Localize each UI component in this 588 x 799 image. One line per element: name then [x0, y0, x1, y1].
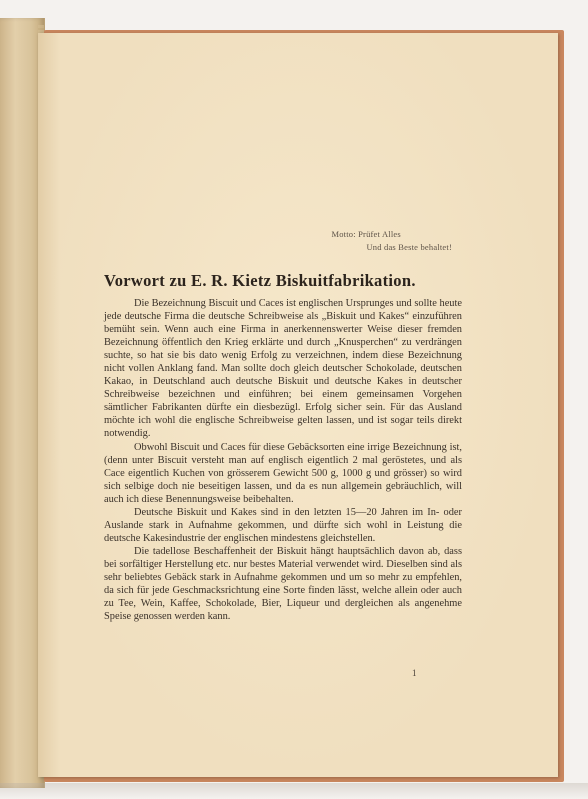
paragraph: Die tadellose Beschaffenheit der Biskuit hängt hauptsächlich davon ab, dass bei sorfältiger Herstellung etc. nur bestes Material verwendet wird. Dieselben sind als sehr beliebtes Gebäck stark in Aufnahme gekommen und um so mehr zu empfehlen, da sich für jede Geschmacksrichtung eine Sorte finden lässt, welche allein oder auch zu Tee, Wein, Kaffee, Schokolade, Bier, Liqueur und dergleichen als angenehme Speise genossen werden kann.: [104, 545, 462, 623]
paragraph: Die Bezeichnung Biscuit und Caces ist englischen Ursprunges und sollte heute jede deutsche Firma die deutsche Schreibweise als „Biskuit und Kakes“ einzuführen bemüht sein. Wenn auch eine Firma in anerkennenswerter Weise dieser fremden Bezeichnung öffentlich den Krieg erklärte und durch „Knusperchen“ zu verdrängen suchte, so hat sie bis dato wenig Erfolg zu verzeichnen, indem diese Bezeichnung nicht vollen Anklang fand. Man sollte doch gleich deutscher Schokolade, deutschen Kakao, in Deutschland auch deutsche Biskuit und deutsche Kakes in deutscher Schreibweise bezeichnen und einführen; bei einem gemeinsamen Vorgehen sämtlicher Fabrikanten dürfte ein diesbezügl. Erfolg sicher sein. Für das Ausland möchte ich wohl die englische Schreibweise gelten lassen, und ist sogar teils direkt notwendig.: [104, 298, 462, 440]
page-number: 1: [412, 668, 417, 678]
motto-line-1: [331, 228, 452, 241]
motto-label: Motto:: [331, 229, 356, 239]
preface-text: [104, 297, 462, 623]
table-shadow: [0, 783, 588, 799]
paragraph: Deutsche Biskuit und Kakes sind in den letzten 15—20 Jahren im In- oder Auslande stark in Aufnahme gekommen, und dürfte sich wohl in Leistung die deutsche Kakesindustrie der englischen mindestens gleichstellen.: [104, 506, 462, 544]
paragraph: Obwohl Biscuit und Caces für diese Gebäcksorten eine irrige Bezeichnung ist, (denn unter Biscuit versteht man auf englisch eigentlich 2 mal geröstetes, und als Cace eigentlich Kuchen von grösserem Gewicht 500 g, 1000 g und grösser) so wird sich selbige doch nie beseitigen lassen, und da es nun allgemein gebräuchlich, will auch ich diese Benennungsweise beibehalten.: [104, 441, 462, 505]
motto-text-1: Prüfet Alles: [358, 229, 401, 239]
motto: [331, 228, 452, 254]
page-title: Vorwort zu E. R. Kietz Biskuitfabrikation.: [104, 271, 416, 290]
motto-line-2: Und das Beste behaltet!: [366, 242, 452, 252]
